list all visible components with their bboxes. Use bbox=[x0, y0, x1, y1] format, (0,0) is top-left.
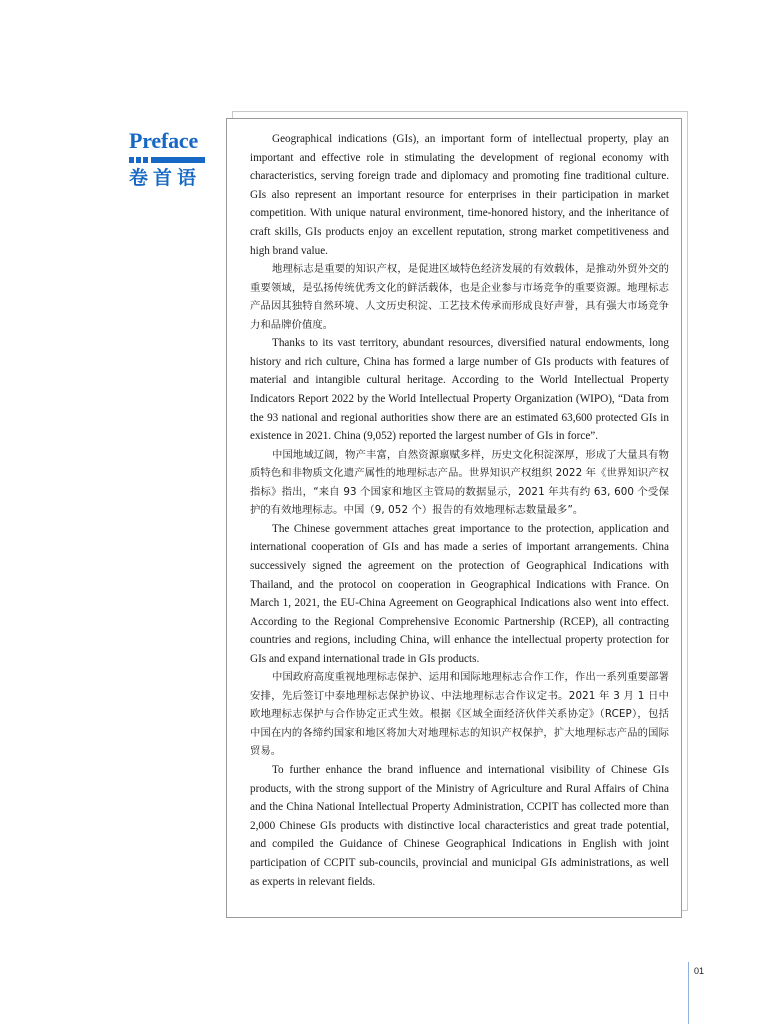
preface-body bbox=[250, 130, 669, 891]
paragraph: 中国地域辽阔，物产丰富，自然资源禀赋多样，历史文化积淀深厚，形成了大量具有物质特色和非物质文化遗产属性的地理标志产品。世界知识产权组织 2022 年《世界知识产权指标》指出，“来自 93 个国家和地区主管局的数据显示，2021 年共有约 63, 600 个受保护的有效地理标志。中国（9, 052 个）报告的有效地理标志数量最多”。 bbox=[250, 448, 669, 517]
paragraph: 中国政府高度重视地理标志保护、运用和国际地理标志合作工作，作出一系列重要部署安排，先后签订中泰地理标志保护协议、中法地理标志合作议定书。2021 年 3 月 1 日中欧地理标志保护与合作协定正式生效。根据《区域全面经济伙伴关系协定》（RCEP），包括中国在内的各缔约国家和地区将加大对地理标志的知识产权保护，扩大地理标志产品的国际贸易。 bbox=[250, 671, 669, 758]
paragraph: Geographical indications (GIs), an important form of intellectual property, play an important and effective role in stimulating the development of regional economy with characteristics, serving foreign trade and diplomacy and promoting fine traditional culture. GIs also represent an important resource for enterprises in their participation in market competition. With unique natural environment, time-honored history, and the inheritance of craft skills, GIs products enjoy an excellent reputation, strong market competitiveness and high brand value. bbox=[250, 133, 669, 257]
paragraph: 地理标志是重要的知识产权，是促进区域特色经济发展的有效载体，是推动外贸外交的重要领域，是弘扬传统优秀文化的鲜活载体，也是企业参与市场竞争的重要资源。地理标志产品因其独特自然环境、人文历史积淀、工艺技术传承而形成良好声誉，具有强大市场竞争力和品牌价值度。 bbox=[250, 263, 669, 331]
bar-square bbox=[136, 157, 141, 163]
bar-square bbox=[129, 157, 134, 163]
bar-line bbox=[151, 157, 205, 163]
paragraph: The Chinese government attaches great importance to the protection, application and international cooperation of GIs and has made a series of important arrangements. China successively signed the agreement on the protection of Geographical Indications with Thailand, and the protocol on cooperation in Geographical Indications with France. On March 1, 2021, the EU-China Agreement on Geographical Indications also went into effect. According to the Regional Comprehensive Economic Partnership (RCEP), all contracting countries and regions, including China, will enhance the intellectual property protection for GIs and expand international trade in GIs products. bbox=[250, 522, 669, 665]
preface-heading bbox=[129, 128, 209, 190]
bar-square bbox=[143, 157, 148, 163]
paragraph: Thanks to its vast territory, abundant resources, diversified natural endowments, long history and rich culture, China has formed a large number of GIs products with features of material and intangible cultural heritage. According to the World Intellectual Property Indicators Report 2022 by the World Intellectual Property Organization (WIPO), “Data from the 93 national and regional authorities show there are an estimated 63,600 protected GIs in existence in 2021. China (9,052) reported the largest number of GIs in force”. bbox=[250, 337, 669, 443]
paragraph: To further enhance the brand influence and international visibility of Chinese GIs products, with the strong support of the Ministry of Agriculture and Rural Affairs of China and the China National Intellectual Property Administration, CCPIT has collected more than 2,000 Chinese GIs products with distinctive local characteristics and great trade potential, and compiled the Guidance of Chinese Geographical Indications in English with joint participation of CCPIT sub-councils, provincial and municipal GIs administrations, as well as experts in relevant fields. bbox=[250, 763, 669, 888]
heading-english: Preface bbox=[129, 128, 199, 153]
page-number: 01 bbox=[694, 966, 705, 976]
heading-chinese: 卷首语 bbox=[129, 167, 202, 189]
page-number-rule bbox=[688, 962, 689, 1024]
heading-decoration-bar bbox=[129, 157, 209, 163]
